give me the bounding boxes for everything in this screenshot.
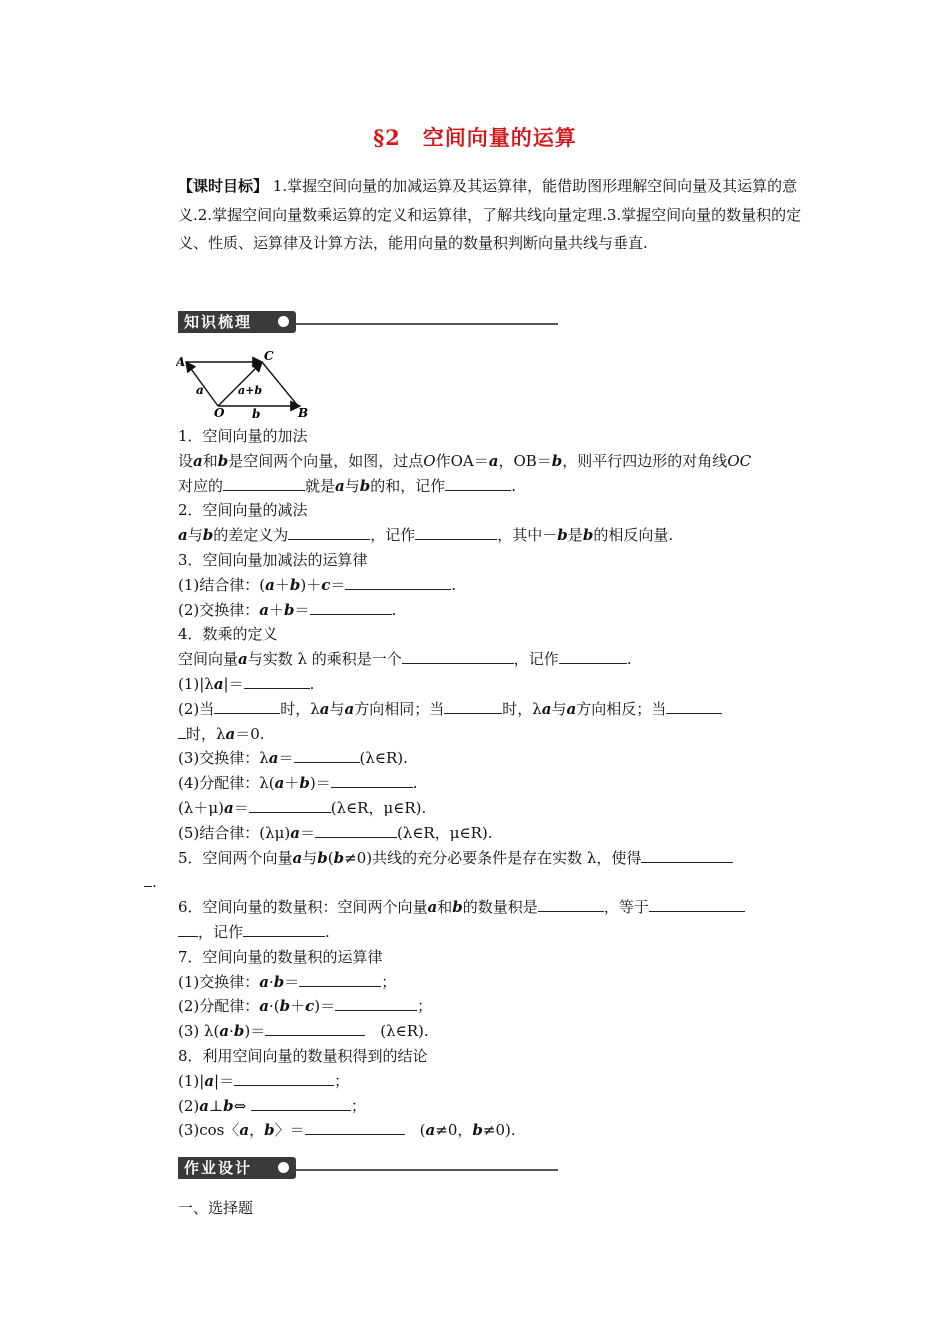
blank[interactable] xyxy=(178,724,186,739)
section-label: 知识梳理 xyxy=(178,311,296,333)
item-6: 6．空间向量的数量积：空间两个向量a和b的数量积是 ，等于 xyxy=(178,895,810,920)
item-7-heading: 7．空间向量的数量积的运算律 xyxy=(178,947,383,966)
section-rule xyxy=(296,1169,558,1171)
item-3-assoc: (1)结合律：(a＋b)＋c＝ . xyxy=(178,575,457,594)
blank[interactable] xyxy=(310,600,392,615)
section-header-knowledge xyxy=(178,311,560,333)
blank[interactable] xyxy=(315,823,397,838)
blank[interactable] xyxy=(249,798,331,813)
item-7-3: (3) λ(a·b)＝ (λ∈R). xyxy=(178,1022,429,1041)
blank[interactable] xyxy=(641,848,733,863)
label-B: B xyxy=(298,406,309,420)
knowledge-content xyxy=(152,424,810,1143)
blank[interactable] xyxy=(335,996,417,1011)
item-2-line: a与b的差定义为 ，记作 ，其中－b是b的相反向量. xyxy=(178,526,674,545)
item-4-1: (1)|λa|＝ . xyxy=(178,674,315,693)
blank[interactable] xyxy=(144,872,152,887)
label-a: a xyxy=(196,383,204,397)
blank[interactable] xyxy=(178,922,198,937)
item-6b: ，记作 . xyxy=(178,920,810,945)
blank[interactable] xyxy=(299,972,381,987)
item-8-2: (2)a⊥b⇔ ； xyxy=(178,1096,366,1115)
label-b: b xyxy=(252,407,261,420)
blank[interactable] xyxy=(649,897,745,912)
label-O: O xyxy=(214,406,225,420)
blank[interactable] xyxy=(251,1096,351,1111)
item-4-line: 空间向量a与实数 λ 的乘积是一个 ，记作 . xyxy=(178,650,632,669)
item-4-5: (5)结合律：(λμ)a＝ (λ∈R，μ∈R). xyxy=(178,823,493,842)
page-title: §2 空间向量的运算 xyxy=(373,125,577,150)
lesson-objectives xyxy=(178,172,810,258)
blank[interactable] xyxy=(288,525,370,540)
section-label: 作业设计 xyxy=(178,1157,296,1179)
blank[interactable] xyxy=(265,1021,365,1036)
item-2-heading: 2．空间向量的减法 xyxy=(178,501,308,520)
blank[interactable] xyxy=(243,922,325,937)
parallelogram-diagram xyxy=(176,348,310,420)
section-header-homework xyxy=(178,1157,560,1179)
label-sum: a+b xyxy=(238,384,263,397)
blank[interactable] xyxy=(244,674,310,689)
item-1-heading: 1．空间向量的加法 xyxy=(178,427,308,445)
item-4-3: (3)交换律：λa＝ (λ∈R). xyxy=(178,749,408,768)
item-4-4b: (λ＋μ)a＝ (λ∈R，μ∈R). xyxy=(178,798,427,817)
objectives-heading: 【课时目标】 xyxy=(178,177,269,195)
item-3-comm: (2)交换律：a＋b＝ . xyxy=(178,600,397,619)
item-5: 5．空间两个向量a与b(b≠0)共线的充分必要条件是存在实数 λ，使得 xyxy=(178,846,810,871)
section-rule xyxy=(296,323,558,325)
item-1-line-2: 对应的 就是a与b的和，记作 . xyxy=(178,476,517,495)
bullet-dot-icon xyxy=(278,1162,289,1173)
blank[interactable] xyxy=(445,476,511,491)
blank[interactable] xyxy=(415,525,497,540)
blank[interactable] xyxy=(331,773,413,788)
blank[interactable] xyxy=(538,897,604,912)
item-7-1: (1)交换律：a·b＝ ； xyxy=(178,972,397,991)
label-A: A xyxy=(176,355,186,369)
blank[interactable] xyxy=(444,699,502,714)
blank[interactable] xyxy=(305,1120,405,1135)
bullet-dot-icon xyxy=(278,316,289,327)
item-1-line-1: 设a和b是空间两个向量，如图，过点O作OA＝a，OB＝b，则平行四边形的对角线OC xyxy=(178,451,752,470)
objectives-text: 1.掌握空间向量的加减运算及其运算律，能借助图形理解空间向量及其运算的意义.2.掌握空间向量数乘运算的定义和运算律，了解共线向量定理.3.掌握空间向量的数量积的定义、性质、运算律及计算方法，能用向量的数量积判断向量共线与垂直. xyxy=(178,177,802,252)
blank[interactable] xyxy=(345,575,451,590)
blank[interactable] xyxy=(402,649,514,664)
item-4-2: (2)当 时，λa与a方向相同；当 时，λa与a方向相反；当 xyxy=(178,697,810,722)
item-8-1: (1)|a|＝ ； xyxy=(178,1071,350,1090)
blank[interactable] xyxy=(666,699,722,714)
blank[interactable] xyxy=(559,649,627,664)
blank[interactable] xyxy=(214,699,280,714)
item-3-heading: 3．空间向量加减法的运算律 xyxy=(178,550,368,569)
blank[interactable] xyxy=(223,476,305,491)
label-C: C xyxy=(264,349,274,363)
item-4-2b: 时，λa＝0. xyxy=(178,722,810,747)
item-4-4: (4)分配律：λ(a＋b)＝ . xyxy=(178,774,418,793)
blank[interactable] xyxy=(234,1071,334,1086)
item-8-heading: 8．利用空间向量的数量积得到的结论 xyxy=(178,1046,428,1065)
blank[interactable] xyxy=(294,748,360,763)
question-type-heading: 一、选择题 xyxy=(178,1199,254,1217)
item-5b: . xyxy=(144,870,810,895)
item-8-3: (3)cos〈a，b〉＝ (a≠0，b≠0). xyxy=(178,1121,516,1140)
item-7-2: (2)分配律：a·(b＋c)＝ ； xyxy=(178,997,433,1016)
item-4-heading: 4．数乘的定义 xyxy=(178,625,278,644)
